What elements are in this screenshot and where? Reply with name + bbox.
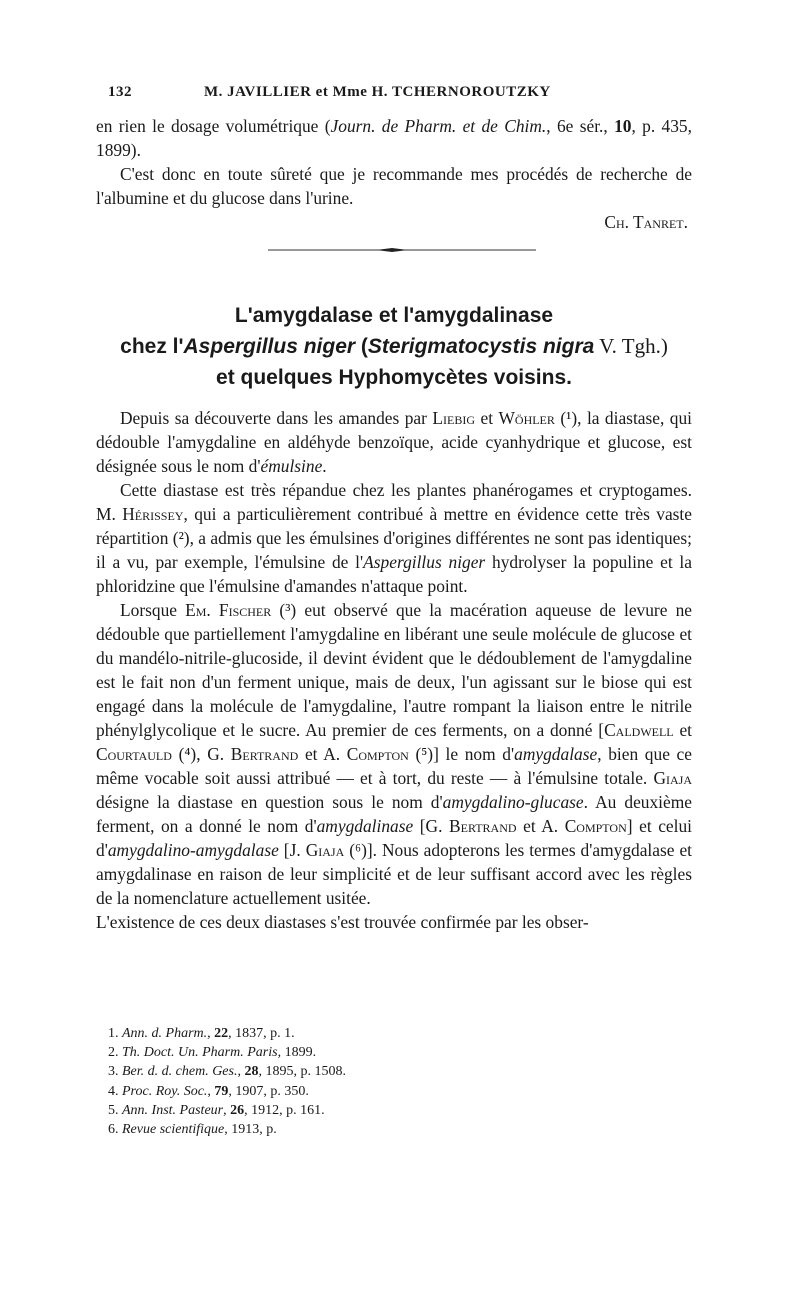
continued-paragraph: en rien le dosage volumétrique (Journ. de Pharm. et de Chim., 6e sér., 10, p. 435, 1899). bbox=[96, 116, 692, 160]
running-head bbox=[108, 84, 692, 108]
article-body bbox=[96, 406, 692, 934]
footnote: 6. Revue scientifique, 1913, p. bbox=[108, 1122, 277, 1138]
footnote: 4. Proc. Roy. Soc., 79, 1907, p. 350. bbox=[108, 1083, 309, 1099]
body-paragraph-1: Depuis sa découverte dans les amandes par Liebig et Wöhler (¹), la diastase, qui dédouble l'amygdaline en aldéhyde benzoïque, acide cyanhydrique et glucose, est désignée sous le nom d'émulsine. bbox=[96, 408, 693, 476]
body-paragraph-4: L'existence de ces deux diastases s'est trouvée confirmée par les obser- bbox=[96, 912, 589, 932]
footnote: 5. Ann. Inst. Pasteur, 26, 1912, p. 161. bbox=[108, 1102, 325, 1118]
author-signature: Ch. Tanret. bbox=[604, 212, 688, 232]
previous-article-ending bbox=[96, 114, 692, 234]
footnote: 3. Ber. d. d. chem. Ges., 28, 1895, p. 1508. bbox=[108, 1064, 346, 1080]
page-number: 132 bbox=[108, 84, 132, 100]
title-line-3: et quelques Hyphomycètes voisins. bbox=[216, 366, 572, 389]
footnote: 2. Th. Doct. Un. Pharm. Paris, 1899. bbox=[108, 1045, 317, 1061]
title-line-1: L'amygdalase et l'amygdalinase bbox=[234, 304, 554, 327]
concluding-paragraph: C'est donc en toute sûreté que je recommande mes procédés de recherche de l'albumine et du glucose dans l'urine. bbox=[96, 164, 692, 208]
body-paragraph-3: Lorsque Em. Fischer (³) eut observé que la macération aqueuse de levure ne dédouble que partiellement l'amygdaline en libérant une seule molécule de glucose et du mandélo-nitrile-glucoside, il devint évident que le dédoublement de l'amygdaline est le fait non d'un ferment unique, mais de deux, l'un agissant sur le biose qui est engagé dans la molécule de l'amygdaline, l'autre rompant la liaison entre le nitrile phénylglycolique et le sucre. Au premier de ces ferments, on a donné [Caldwell et Courtauld (⁴), G. Bertrand et A. Compton (⁵)] le nom d'amygdalase, bien que ce même vocable soit aussi attribué — et à tort, du reste — à l'émulsine totale. Giaja désigne la diastase en question sous le nom d'amygdalino-glucase. Au deuxième ferment, on a donné le nom d'amygdalinase [G. Bertrand et A. Compton] et celui d'amygdalino-amygdalase [J. Giaja (⁶)]. Nous adopterons les termes d'amygdalase et amygdalinase en raison de leur simplicité et de leur suffisant accord avec les règles de la nomenclature actuellement usitée. bbox=[96, 600, 692, 908]
body-paragraph-2: Cette diastase est très répandue chez les plantes phanérogames et cryptogames. M. Hérissey, qui a particulièrement contribué à mettre en évidence cette très vaste répartition (²), a admis que les émulsines d'origines différentes ne sont pas identiques; il a vu, par exemple, l'émulsine de l'Aspergillus niger hydrolyser la populine et la phloridzine que l'émulsine d'amandes n'attaque point. bbox=[96, 480, 692, 596]
title-line-2: chez l'Aspergillus niger (Sterigmatocystis nigra V. Tgh.) bbox=[120, 334, 668, 358]
footnote: 1. Ann. d. Pharm., 22, 1837, p. 1. bbox=[108, 1026, 295, 1041]
article-title bbox=[96, 300, 692, 393]
running-head-authors: M. JAVILLIER et Mme H. TCHERNOROUTZKY bbox=[204, 84, 551, 100]
section-divider bbox=[268, 248, 536, 252]
footnotes bbox=[108, 1024, 508, 1139]
